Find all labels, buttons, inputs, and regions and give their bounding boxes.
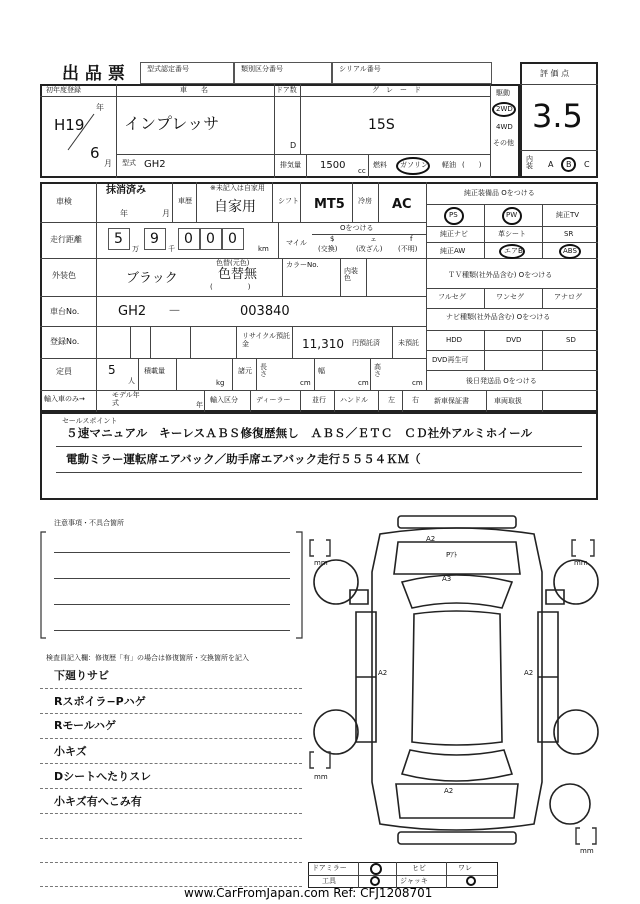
note-item-6: 小キズ有へこみ有 [54,795,142,808]
class-box: 類別区分番号 [234,62,332,84]
chassis-prefix: GH2 [118,304,147,319]
car-name: インプレッサ [124,114,220,133]
jack-mark [466,876,476,886]
note-item-4: 小キズ [54,745,87,758]
note-item-1: 下廻りサビ [54,669,109,682]
note-item-3: Rモールハゲ [54,719,117,732]
sheet-title: 出 品 票 [62,64,125,84]
grade-value: 15S [368,117,395,133]
ac-value: AC [392,197,412,212]
inspector-label: 検査員記入欄：修復歴「有」の場合は修復箇所・交換箇所を記入 [46,654,249,662]
damage-a2-left: A2 [378,669,388,677]
score-value: 3.5 [532,97,583,135]
damage-pato: Pｱﾄ [446,551,458,559]
equipment-title: 純正装備品 Oをつける [464,189,535,197]
usage-value: 自家用 [214,199,256,215]
shift-value: MT5 [314,197,345,212]
damage-a3: A3 [442,575,452,583]
caution-bracket [40,528,310,642]
model-cert-box: 型式認定番号 [140,62,234,84]
damage-a2-front: A2 [426,535,436,543]
note-item-2: Rスポイラ−Pハゲ [54,695,146,708]
exterior-color: ブラック [126,271,178,286]
mileage-digit-3: 0 [184,231,193,247]
damage-a2-rear: A2 [444,787,454,795]
watermark: www.CarFromJapan.com Ref: CFJ1208701 [184,886,433,900]
score-label: 評 価 点 [540,69,570,78]
repaint-value: 色替無 [218,267,258,282]
recycle-fee: 11,310 [302,337,344,351]
inspection-value: 抹消済み [106,185,146,196]
sales-line-2: 電動ミラー運転席エアバック／助手席エアバック走行５５５４ＫＭ（ [66,452,421,466]
door-mirror-mark [370,863,382,875]
note-item-5: Dシートへたりスレ [54,770,152,783]
serial-box: シリアル番号 [332,62,492,84]
damage-a2-right: A2 [524,669,534,677]
model-code: GH2 [144,159,166,170]
first-reg-year: H19 [54,116,85,134]
car-damage-diagram [306,512,606,852]
first-reg-month: 6 [90,144,100,162]
mileage-digit-4: 0 [206,231,215,247]
displacement: 1500 [320,160,346,171]
mileage-digit-1: 5 [114,231,123,247]
mileage-digit-2: 9 [150,231,159,247]
chassis-number: 003840 [240,304,290,319]
sales-line-1: ５速マニュアル キーレスＡＢＳ修復歴無し ＡＢＳ／ＥＴＣ ＣＤ社外アルミホイール [66,426,533,440]
tool-mark [370,876,380,886]
capacity-value: 5 [108,363,116,377]
caution-label: 注意事項・不具合箇所 [54,519,124,527]
mileage-digit-5: 0 [228,231,237,247]
